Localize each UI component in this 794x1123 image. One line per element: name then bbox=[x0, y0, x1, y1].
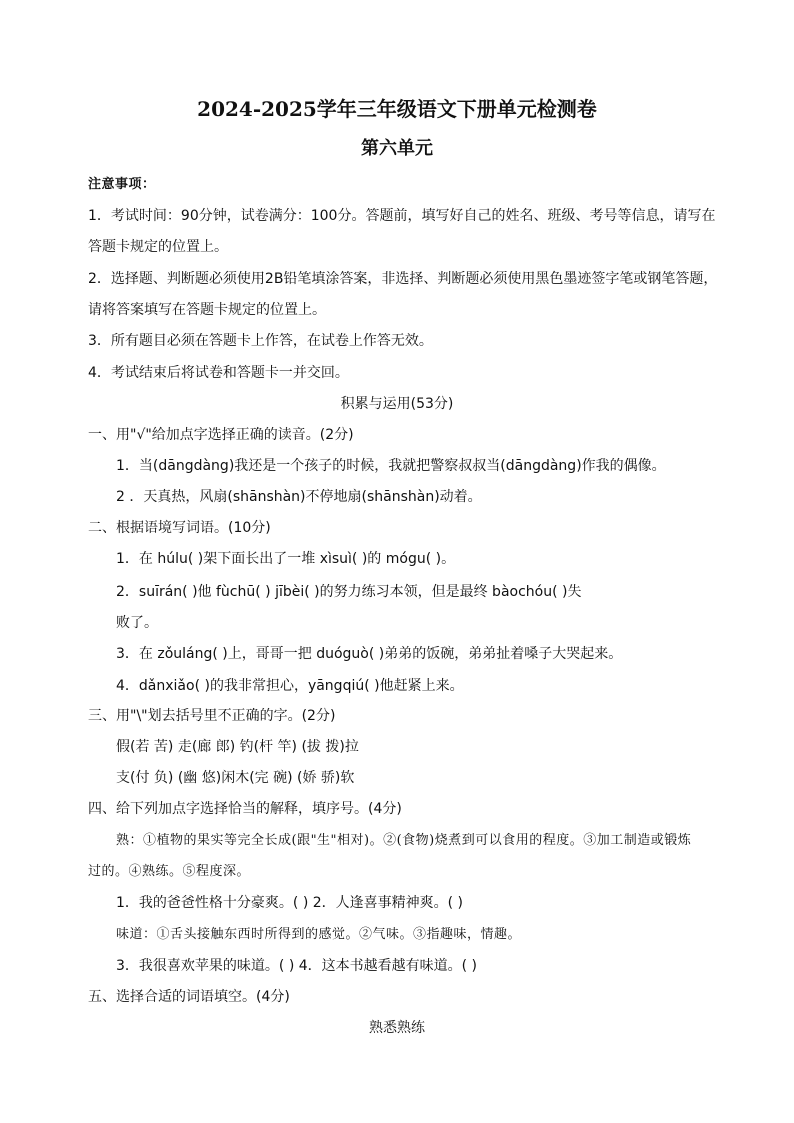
question-2-item-2-line-1: 2．suīrán( )他 fùchū( ) jībèi( )的努力练习本领，但是最终 bàochóu( )失 bbox=[116, 584, 582, 600]
question-1-item-2: 2 ．天真热，风扇(shānshàn)不停地扇(shānshàn)动着。 bbox=[116, 489, 482, 505]
question-2-heading: 二、根据语境写词语。(10分) bbox=[88, 520, 271, 536]
exam-title: 2024-2025学年三年级语文下册单元检测卷 bbox=[197, 97, 597, 121]
definition-weidao: 味道：①舌头接触东西时所得到的感觉。②气味。③指趣味，情趣。 bbox=[116, 927, 522, 942]
note-1-line-2: 答题卡规定的位置上。 bbox=[88, 239, 228, 255]
question-4-items-3-4: 3．我很喜欢苹果的味道。( ) 4．这本书越看越有味道。( ) bbox=[116, 958, 478, 974]
question-3-row-2: 支(付 负) (幽 悠)闲木(完 碗) (娇 骄)软 bbox=[116, 770, 355, 786]
question-3-row-1: 假(若 苦) 走(廊 郎) 钓(杆 竿) (拔 拨)拉 bbox=[116, 739, 359, 755]
question-1-item-1: 1．当(dāngdàng)我还是一个孩子的时候，我就把警察叔叔当(dāngdàng)作我的偶像。 bbox=[116, 458, 666, 474]
question-5-heading: 五、选择合适的词语填空。(4分) bbox=[88, 989, 290, 1005]
note-4: 4．考试结束后将试卷和答题卡一并交回。 bbox=[88, 365, 349, 381]
question-2-item-3: 3．在 zǒuláng( )上，哥哥一把 duóguò( )弟弟的饭碗，弟弟扯着嗓子大哭起来。 bbox=[116, 646, 623, 662]
question-1-heading: 一、用"√"给加点字选择正确的读音。(2分) bbox=[88, 427, 354, 443]
note-2-line-1: 2．选择题、判断题必须使用2B铅笔填涂答案，非选择、判断题必须使用黑色墨迹签字笔或钢笔答题， bbox=[88, 271, 718, 287]
question-4-items-1-2: 1．我的爸爸性格十分豪爽。( ) 2．人逢喜事精神爽。( ) bbox=[116, 895, 464, 911]
section-heading: 积累与运用(53分) bbox=[340, 396, 454, 412]
notes-heading: 注意事项： bbox=[88, 177, 156, 192]
question-3-heading: 三、用"\"划去括号里不正确的字。(2分) bbox=[88, 708, 336, 724]
question-2-item-1: 1．在 húlu( )架下面长出了一堆 xìsuì( )的 mógu( )。 bbox=[116, 551, 456, 567]
definition-shu-line-2: 过的。④熟练。⑤程度深。 bbox=[88, 864, 251, 879]
question-2-item-4: 4．dǎnxiǎo( )的我非常担心，yāngqiú( )他赶紧上来。 bbox=[116, 678, 464, 694]
note-1-line-1: 1．考试时间：90分钟，试卷满分：100分。答题前，填写好自己的姓名、班级、考号等信息，请写在 bbox=[88, 208, 716, 224]
question-4-heading: 四、给下列加点字选择恰当的解释，填序号。(4分) bbox=[88, 801, 402, 817]
word-bank: 熟悉熟练 bbox=[369, 1020, 425, 1036]
question-2-item-2-line-2: 败了。 bbox=[116, 615, 158, 631]
unit-subtitle: 第六单元 bbox=[361, 138, 433, 159]
definition-shu-line-1: 熟：①植物的果实等完全长成(跟"生"相对)。②(食物)烧煮到可以食用的程度。③加工制造或锻炼 bbox=[116, 833, 692, 848]
note-3: 3．所有题目必须在答题卡上作答，在试卷上作答无效。 bbox=[88, 333, 433, 349]
note-2-line-2: 请将答案填写在答题卡规定的位置上。 bbox=[88, 302, 326, 318]
